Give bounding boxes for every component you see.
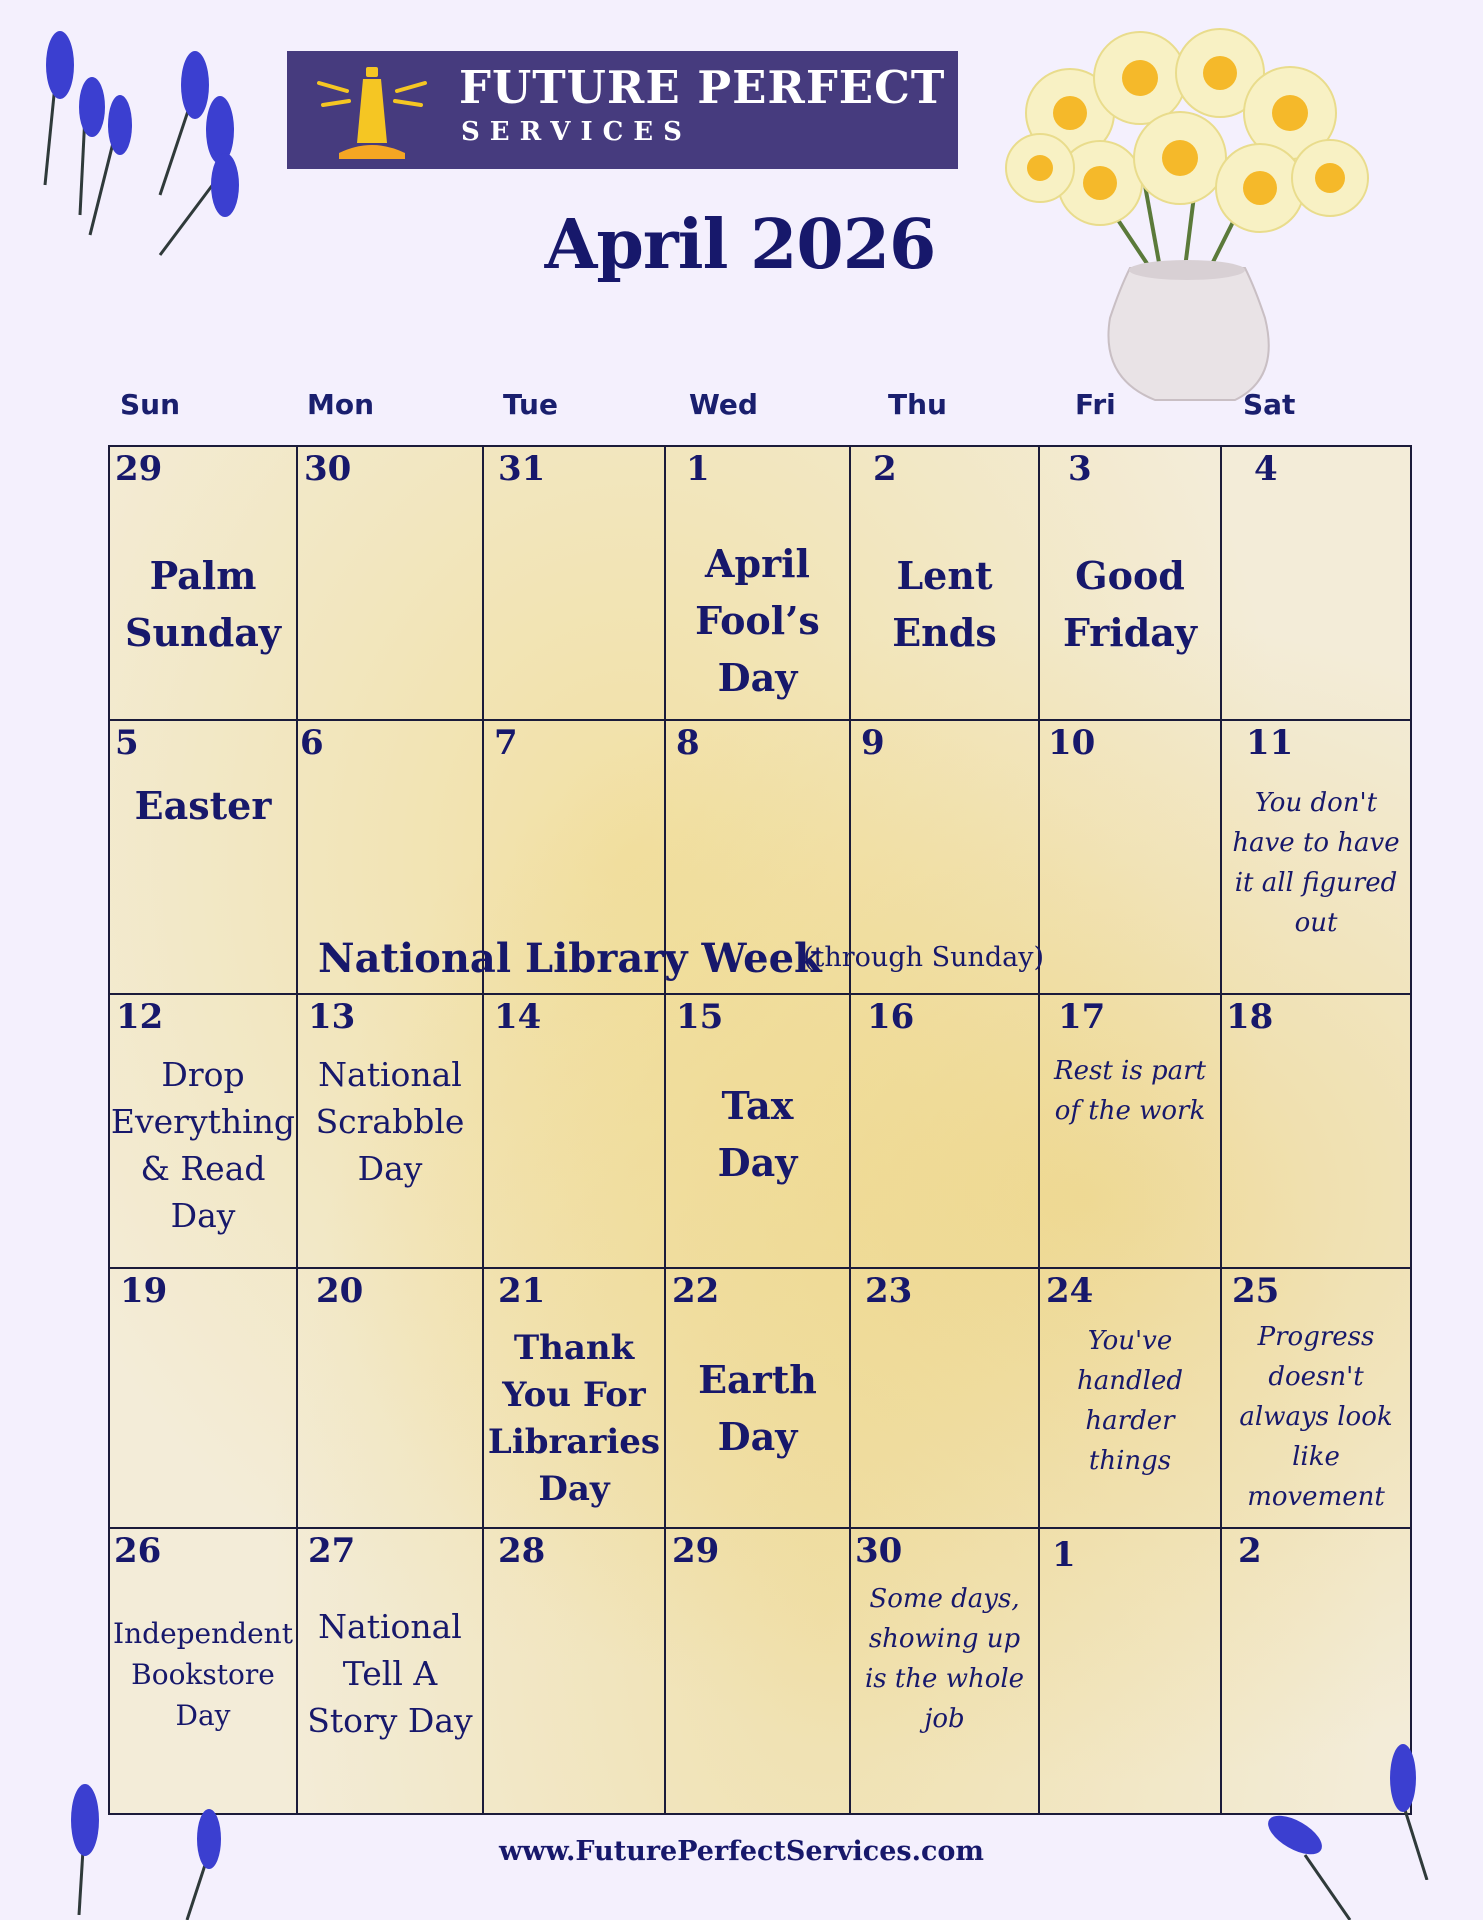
day-number: 15 xyxy=(676,997,724,1037)
day-cell xyxy=(1040,995,1222,1269)
weekday-sun: Sun xyxy=(120,388,181,421)
day-number: 25 xyxy=(1232,1271,1280,1311)
day-number: 11 xyxy=(1246,723,1294,763)
day-cell xyxy=(1222,1269,1410,1529)
event-tax-day: Tax Day xyxy=(717,1083,798,1185)
day-number: 17 xyxy=(1058,997,1106,1037)
day-cell xyxy=(484,995,666,1269)
day-cell xyxy=(666,1269,851,1529)
day-number: 24 xyxy=(1046,1271,1094,1311)
day-cell xyxy=(1040,721,1222,995)
event-lent-ends: Lent Ends xyxy=(892,553,997,655)
event-drop-everything-read-day: Drop Everything & Read Day xyxy=(110,1055,296,1235)
day-number: 20 xyxy=(316,1271,364,1311)
month-title: April 2026 xyxy=(544,205,936,285)
quote-25: Progress doesn't always look like movement xyxy=(1239,1322,1393,1512)
day-number: 30 xyxy=(304,449,352,489)
event-national-scrabble-day: National Scrabble Day xyxy=(315,1055,465,1188)
event-national-tell-a-story-day: National Tell A Story Day xyxy=(307,1607,473,1740)
day-number: 8 xyxy=(676,723,700,763)
quote-11: You don't have to have it all figured out xyxy=(1232,788,1400,938)
day-number: 28 xyxy=(498,1531,546,1571)
event-independent-bookstore-day: Independent Bookstore Day xyxy=(113,1617,293,1732)
day-cell xyxy=(666,447,851,721)
day-cell xyxy=(110,1269,298,1529)
weekday-fri: Fri xyxy=(1075,388,1116,421)
event-thank-you-for-libraries-day: Thank You For Libraries Day xyxy=(487,1328,661,1509)
lighthouse-icon xyxy=(317,61,427,161)
day-number: 18 xyxy=(1226,997,1274,1037)
quote-30: Some days, showing up is the whole job xyxy=(864,1584,1025,1734)
day-cell xyxy=(110,1529,298,1815)
weekday-tue: Tue xyxy=(503,388,558,421)
day-number: 3 xyxy=(1068,449,1092,489)
day-number: 2 xyxy=(1238,1531,1262,1571)
day-number: 12 xyxy=(116,997,164,1037)
day-cell xyxy=(851,1269,1040,1529)
event-earth-day: Earth Day xyxy=(698,1357,817,1459)
weekday-thu: Thu xyxy=(888,388,947,421)
weekday-mon: Mon xyxy=(307,388,375,421)
weekday-wed: Wed xyxy=(689,388,758,421)
day-number: 16 xyxy=(867,997,915,1037)
day-cell xyxy=(1040,1269,1222,1529)
quote-24: You've handled harder things xyxy=(1077,1326,1183,1476)
day-cell xyxy=(110,447,298,721)
national-library-week-note: (through Sunday) xyxy=(803,942,1045,973)
day-cell xyxy=(851,995,1040,1269)
calendar-grid xyxy=(108,445,1412,1815)
day-number: 23 xyxy=(865,1271,913,1311)
hyacinth-flower xyxy=(20,25,250,265)
day-number: 1 xyxy=(1052,1535,1076,1575)
day-number: 29 xyxy=(672,1531,720,1571)
weekday-sat: Sat xyxy=(1243,388,1296,421)
day-cell xyxy=(666,995,851,1269)
day-cell xyxy=(110,995,298,1269)
day-cell xyxy=(298,447,484,721)
day-cell xyxy=(110,721,298,995)
day-cell xyxy=(851,1529,1040,1815)
day-cell xyxy=(1040,447,1222,721)
day-number: 9 xyxy=(861,723,885,763)
day-cell xyxy=(298,1269,484,1529)
company-logo xyxy=(287,51,958,169)
day-number: 7 xyxy=(494,723,518,763)
day-number: 10 xyxy=(1048,723,1096,763)
day-cell xyxy=(851,447,1040,721)
day-number: 5 xyxy=(115,723,139,763)
logo-subtitle: SERVICES xyxy=(461,117,692,147)
event-palm-sunday: Palm Sunday xyxy=(125,553,281,655)
day-number: 14 xyxy=(494,997,542,1037)
day-cell xyxy=(1222,995,1410,1269)
day-cell xyxy=(484,1529,666,1815)
day-cell xyxy=(1040,1529,1222,1815)
day-number: 19 xyxy=(120,1271,168,1311)
day-cell xyxy=(484,1269,666,1529)
day-number: 21 xyxy=(498,1271,546,1311)
day-number: 13 xyxy=(308,997,356,1037)
event-good-friday: Good Friday xyxy=(1062,553,1198,655)
day-number: 22 xyxy=(672,1271,720,1311)
logo-title: FUTURE PERFECT xyxy=(459,61,946,114)
day-number: 4 xyxy=(1254,449,1278,489)
daffodil-vase xyxy=(980,18,1400,403)
day-number: 31 xyxy=(498,449,546,489)
day-cell xyxy=(298,1529,484,1815)
event-easter: Easter xyxy=(134,783,272,828)
day-number: 26 xyxy=(114,1531,162,1571)
day-number: 6 xyxy=(300,723,324,763)
day-number: 27 xyxy=(308,1531,356,1571)
event-april-fools-day: April Fool’s Day xyxy=(695,541,820,700)
day-cell xyxy=(1222,721,1410,995)
national-library-week: National Library Week xyxy=(318,935,822,982)
day-number: 30 xyxy=(855,1531,903,1571)
quote-17: Rest is part of the work xyxy=(1054,1056,1206,1126)
day-number: 2 xyxy=(873,449,897,489)
day-number: 29 xyxy=(115,449,163,489)
day-cell xyxy=(298,995,484,1269)
website-url[interactable]: www.FuturePerfectServices.com xyxy=(498,1836,984,1867)
day-cell xyxy=(1222,447,1410,721)
day-number: 1 xyxy=(686,449,710,489)
day-cell xyxy=(484,447,666,721)
day-cell xyxy=(666,1529,851,1815)
